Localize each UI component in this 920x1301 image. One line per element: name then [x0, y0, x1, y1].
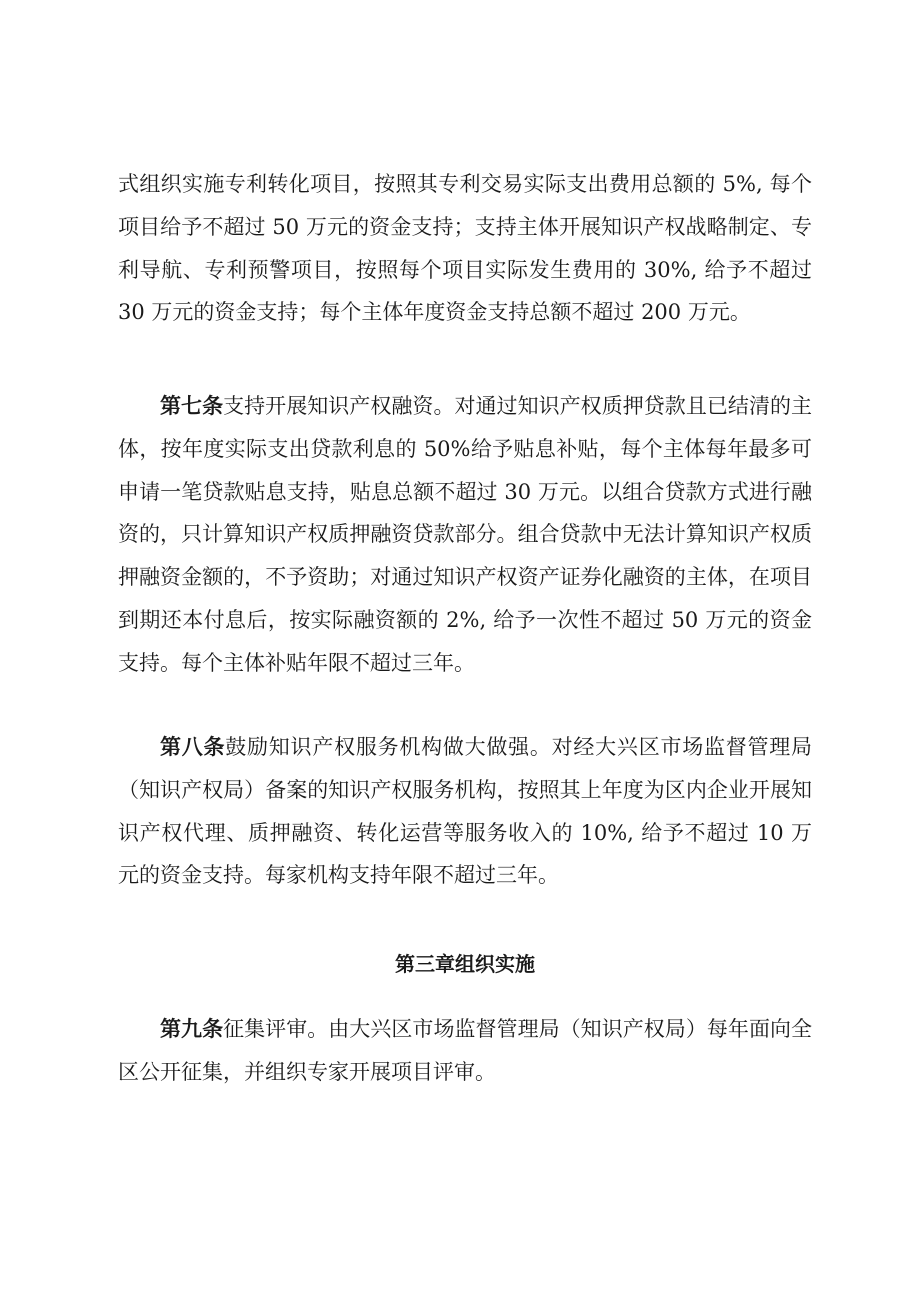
article-7-title: 第七条 [160, 394, 224, 418]
article-9-text: 征集评审。由大兴区市场监督管理局（知识产权局）每年面向全区公开征集，并组织专家开展项目评审。 [118, 1017, 813, 1084]
article-8-title: 第八条 [160, 735, 226, 759]
chapter-3-heading: 第三章组织实施 [395, 952, 535, 976]
article-7-text: 支持开展知识产权融资。对通过知识产权质押贷款且已结清的主体，按年度实际支出贷款利息的 50%给予贴息补贴，每个主体每年最多可申请一笔贷款贴息支持，贴息总额不超过 30 万元。以组合贷款方式进行融资的，只计算知识产权质押融资贷款部分。组合贷款中无法计算知识产权质押融资金额的，不予资助；对通过知识产权资产证券化融资的主体，在项目到期还本付息后，按实际融资额的 2%, 给予一次性不超过 50 万元的资金支持。每个主体补贴年限不超过三年。 [118, 394, 813, 675]
article-8-text: 鼓励知识产权服务机构做大做强。对经大兴区市场监督管理局（知识产权局）备案的知识产权服务机构，按照其上年度为区内企业开展知识产权代理、质押融资、转化运营等服务收入的 10%, 给予不超过 10 万元的资金支持。每家机构支持年限不超过三年。 [118, 735, 813, 888]
article-7-paragraph [118, 385, 812, 685]
continuation-paragraph: 式组织实施专利转化项目，按照其专利交易实际支出费用总额的 5%, 每个项目给予不超过 50 万元的资金支持；支持主体开展知识产权战略制定、专利导航、专利预警项目，按照每个项目实际发生费用的 30%, 给予不超过 30 万元的资金支持；每个主体年度资金支持总额不超过 200 万元。 [118, 172, 812, 325]
article-9-title: 第九条 [160, 1017, 224, 1041]
article-8-paragraph [118, 726, 812, 897]
article-9-paragraph [118, 1008, 812, 1094]
